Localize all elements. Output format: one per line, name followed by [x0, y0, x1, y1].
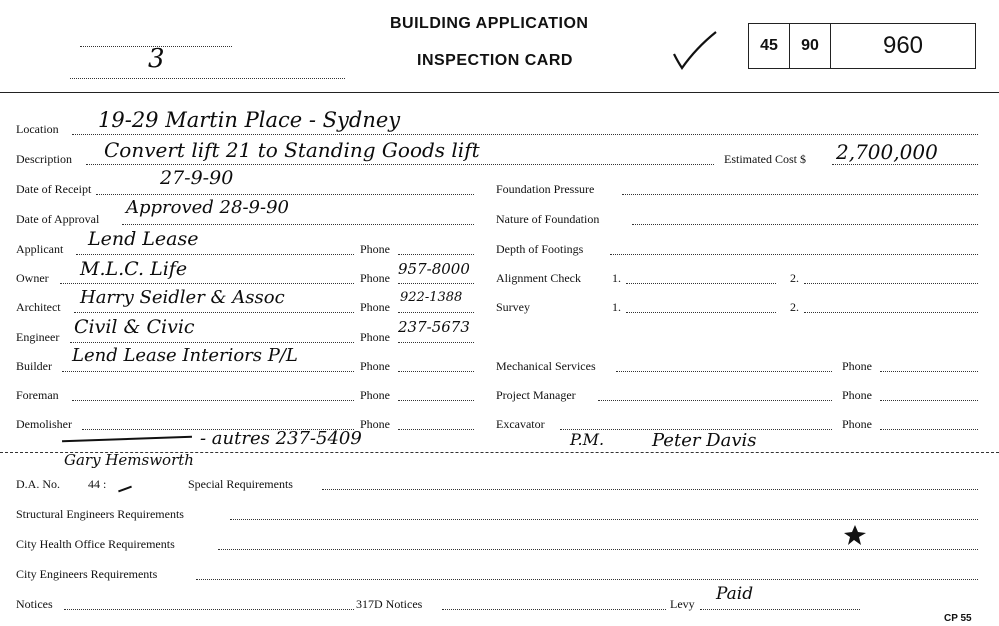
demolisher-phone-label: Phone — [360, 417, 390, 431]
architect-phone-value: 922-1388 — [400, 290, 463, 305]
description-label: Description — [16, 152, 72, 166]
survey-label: Survey — [496, 300, 530, 314]
builder-value: Lend Lease Interiors P/L — [72, 345, 298, 366]
card-box-1 — [748, 23, 790, 69]
date-of-approval-value: Approved 28-9-90 — [126, 197, 289, 218]
applicant-phone-label: Phone — [360, 242, 390, 256]
engineer-phone-line — [398, 342, 474, 343]
special-requirements-label: Special Requirements — [188, 477, 293, 491]
da-no-mark — [118, 486, 132, 493]
card-box-2 — [789, 23, 831, 69]
special-requirements-line — [322, 489, 978, 490]
notices-label: Notices — [16, 597, 53, 611]
applicant-phone-line — [398, 254, 474, 255]
description-line — [86, 164, 714, 165]
applicant-line — [76, 254, 354, 255]
title-line-2: INSPECTION CARD — [417, 52, 573, 69]
notices-317d-line — [442, 609, 666, 610]
header-divider — [0, 92, 999, 93]
date-of-receipt-line — [96, 194, 474, 195]
applicant-label: Applicant — [16, 242, 64, 256]
levy-value: Paid — [716, 584, 754, 604]
city-health-label: City Health Office Requirements — [16, 537, 175, 551]
strike-through — [62, 436, 192, 443]
excavator-phone-label: Phone — [842, 417, 872, 431]
form-code: CP 55 — [944, 613, 972, 624]
mechanical-services-line — [616, 371, 832, 372]
project-manager-phone-line — [880, 400, 978, 401]
levy-line — [700, 609, 860, 610]
survey-2-label: 2. — [790, 300, 799, 314]
survey-2-line — [804, 312, 978, 313]
date-of-approval-line — [122, 224, 474, 225]
demolisher-label: Demolisher — [16, 417, 72, 431]
foundation-pressure-label: Foundation Pressure — [496, 182, 595, 196]
owner-phone-line — [398, 283, 474, 284]
date-of-receipt-value: 27-9-90 — [160, 167, 234, 189]
architect-line — [74, 312, 354, 313]
engineer-phone-label: Phone — [360, 330, 390, 344]
description-value: Convert lift 21 to Standing Goods lift — [104, 138, 480, 162]
foreman-label: Foreman — [16, 388, 59, 402]
builder-label: Builder — [16, 359, 52, 373]
demolisher-phone-line — [398, 429, 474, 430]
architect-phone-line — [398, 312, 474, 313]
card-box-1-value: 45 — [760, 37, 778, 54]
engineer-value: Civil & Civic — [74, 316, 195, 338]
ink-blot — [842, 522, 868, 548]
estimated-cost-line — [832, 164, 978, 165]
engineer-label: Engineer — [16, 330, 60, 344]
engineer-phone-value: 237-5673 — [398, 318, 470, 336]
project-manager-label: Project Manager — [496, 388, 576, 402]
survey-1-line — [626, 312, 776, 313]
foreman-phone-label: Phone — [360, 388, 390, 402]
pm-name: Peter Davis — [652, 430, 757, 451]
owner-phone-label: Phone — [360, 271, 390, 285]
city-engineers-label: City Engineers Requirements — [16, 567, 158, 581]
levy-label: Levy — [670, 597, 695, 611]
survey-1-label: 1. — [612, 300, 621, 314]
da-no-value: 44 : — [88, 477, 107, 491]
da-no-label: D.A. No. — [16, 477, 60, 491]
depth-of-footings-label: Depth of Footings — [496, 242, 584, 256]
architect-value: Harry Seidler & Assoc — [80, 287, 285, 308]
alignment-check-1-line — [626, 283, 776, 284]
estimated-cost-value: 2,700,000 — [836, 140, 938, 164]
project-manager-line — [598, 400, 832, 401]
owner-line — [60, 283, 354, 284]
notices-317d-label: 317D Notices — [356, 597, 423, 611]
location-value: 19-29 Martin Place - Sydney — [98, 108, 401, 132]
mechanical-phone-label: Phone — [842, 359, 872, 373]
demolisher-note: - autres 237-5409 — [200, 428, 362, 449]
location-label: Location — [16, 122, 59, 136]
architect-label: Architect — [16, 300, 61, 314]
excavator-phone-line — [880, 429, 978, 430]
check-mark-icon — [668, 26, 720, 74]
card-box-3-value: 960 — [882, 32, 924, 59]
alignment-check-2-label: 2. — [790, 271, 799, 285]
mechanical-services-label: Mechanical Services — [496, 359, 596, 373]
alignment-check-1-label: 1. — [612, 271, 621, 285]
date-of-receipt-label: Date of Receipt — [16, 182, 92, 196]
location-line — [72, 134, 978, 135]
foundation-pressure-line — [622, 194, 978, 195]
builder-phone-label: Phone — [360, 359, 390, 373]
engineer-line — [70, 342, 354, 343]
city-health-line — [218, 549, 978, 550]
owner-value: M.L.C. Life — [80, 258, 188, 280]
nature-of-foundation-label: Nature of Foundation — [496, 212, 600, 226]
excavator-label: Excavator — [496, 417, 545, 431]
builder-phone-line — [398, 371, 474, 372]
notices-line — [64, 609, 354, 610]
structural-engineers-line — [230, 519, 978, 520]
depth-of-footings-line — [610, 254, 978, 255]
foreman-phone-line — [398, 400, 474, 401]
structural-engineers-label: Structural Engineers Requirements — [16, 507, 184, 521]
demolisher-name: Gary Hemsworth — [64, 451, 194, 469]
owner-label: Owner — [16, 271, 49, 285]
pm-label: P.M. — [570, 430, 605, 449]
applicant-value: Lend Lease — [88, 228, 199, 250]
alignment-check-label: Alignment Check — [496, 271, 581, 285]
estimated-cost-label: Estimated Cost $ — [724, 152, 806, 166]
project-manager-phone-label: Phone — [842, 388, 872, 402]
card-box-3 — [830, 23, 976, 69]
section-divider — [0, 452, 999, 453]
district-line — [70, 78, 345, 79]
nature-of-foundation-line — [632, 224, 978, 225]
date-of-approval-label: Date of Approval — [16, 212, 100, 226]
foreman-line — [72, 400, 354, 401]
city-engineers-line — [196, 579, 978, 580]
architect-phone-label: Phone — [360, 300, 390, 314]
mechanical-phone-line — [880, 371, 978, 372]
card-box-2-value: 90 — [801, 37, 819, 54]
builder-line — [62, 371, 354, 372]
district-value: 3 — [148, 44, 165, 74]
title-line-1: BUILDING APPLICATION — [390, 15, 589, 32]
alignment-check-2-line — [804, 283, 978, 284]
owner-phone-value: 957-8000 — [398, 260, 470, 278]
